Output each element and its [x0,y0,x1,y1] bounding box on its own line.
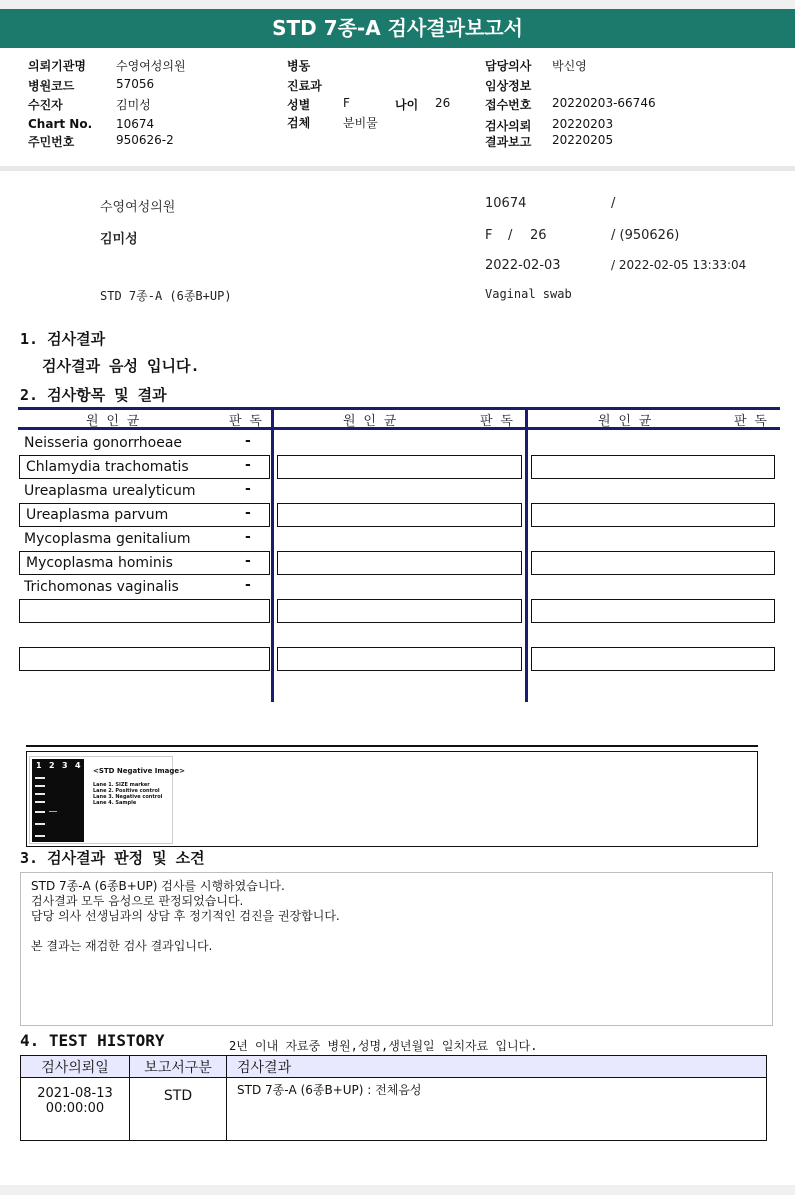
info-name: 김미성 [100,232,138,247]
gel-legend: Lane 1. SIZE marker [93,782,150,788]
sex-label: 성별 [287,98,311,112]
gel-image [29,756,186,844]
age-label: 나이 [395,98,419,112]
doctor-label: 담당의사 [485,59,532,73]
header-divider [0,166,795,171]
history-header-row [21,1056,767,1078]
hospital-code-value: 57056 [116,77,155,91]
gel-image-frame [26,751,758,847]
top-strip [0,0,795,9]
receipt-no-label: 접수번호 [485,98,532,112]
age-value: 26 [435,96,451,110]
history-col-type: 보고서구분 [130,1056,227,1078]
lane-number: 2 [49,761,55,770]
section2-title: 2. 검사항목 및 결과 [20,386,167,404]
gel-legend: Lane 2. Positive control [93,788,160,794]
col-head-result-3: 판 독 [734,414,767,429]
info-sex: F [485,228,493,243]
organism-result: - [245,577,251,593]
row-box [531,647,775,671]
hospital-code-label: 병원코드 [28,79,75,93]
history-date: 2021-08-13 [37,1086,113,1101]
organism-result: - [245,481,251,497]
gel-band [35,777,45,779]
lane-number: 1 [36,761,42,770]
col-head-organism-3: 원 인 균 [598,414,652,429]
requester-value: 수영여성의원 [116,59,186,73]
chart-no-label: Chart No. [28,117,93,131]
organism-name: Trichomonas vaginalis [24,579,179,595]
organism-name: Ureaplasma urealyticum [24,483,196,499]
organism-result: - [245,553,251,569]
gel-band [35,793,45,795]
organism-result: - [245,457,251,473]
request-date-value: 20220203 [552,117,614,131]
row-box [531,599,775,623]
gel-legend: Lane 4. Sample [93,800,137,806]
section4-title: 4. TEST HISTORY [20,1031,165,1050]
organism-name: Neisseria gonorrhoeae [24,435,183,451]
opinion-line: 담당 의사 선생님과의 상담 후 정기적인 검진을 권장합니다. [31,909,340,923]
sex-value: F [343,96,350,110]
col-head-organism-1: 원 인 균 [86,414,140,429]
lane-number: 4 [75,761,81,770]
opinion-line: STD 7종-A (6종B+UP) 검사를 시행하였습니다. [31,879,285,893]
dept-label: 진료과 [287,79,322,93]
requester-label: 의뢰기관명 [28,59,86,73]
gel-band [35,811,45,813]
gel-band [49,811,57,812]
doctor-value: 박신영 [552,59,587,73]
organism-result: - [245,529,251,545]
image-top-rule [26,745,758,747]
row-box [19,599,270,623]
gel-band [35,785,45,787]
row-box [531,503,775,527]
history-col-result: 검사결과 [227,1056,767,1078]
organism-name: Chlamydia trachomatis [26,459,189,475]
chart-no-value: 10674 [116,117,155,131]
gel-title: <STD Negative Image> [93,767,186,775]
history-result: STD 7종-A (6종B+UP) : 전체음성 [227,1078,767,1141]
specimen-value: 분비물 [343,116,378,130]
info-slash-2: / [508,228,513,243]
history-note: 2년 이내 자료중 병원,성명,생년월일 일치자료 입니다. [229,1039,538,1053]
patient-label: 수진자 [28,98,63,112]
history-type: STD [130,1078,227,1141]
info-report-datetime: / 2022-02-05 13:33:04 [611,258,747,272]
history-date-cell [21,1078,130,1141]
patient-value: 김미성 [116,98,151,112]
gel-band [35,835,45,837]
request-date-label: 검사의뢰 [485,119,532,133]
resident-no-label: 주민번호 [28,135,75,149]
report-date-value: 20220205 [552,133,614,147]
row-box [277,455,522,479]
col-head-result-1: 판 독 [229,414,262,429]
lane-number: 3 [62,761,68,770]
specimen-label: 검체 [287,116,311,130]
organism-name: Ureaplasma parvum [26,507,169,523]
opinion-box [20,872,773,1026]
organism-result: - [245,505,251,521]
info-request-date: 2022-02-03 [485,258,561,273]
report-date-label: 결과보고 [485,135,532,149]
info-specimen: Vaginal swab [485,287,572,301]
info-clinic: 수영여성의원 [100,200,176,215]
clinical-info-label: 임상정보 [485,79,532,93]
grid-divider-1 [271,407,274,702]
opinion-line: 본 결과는 재검한 검사 결과입니다. [31,939,213,953]
organism-result: - [245,433,251,449]
row-box [277,551,522,575]
opinion-line: 검사결과 모두 음성으로 판정되었습니다. [31,894,244,908]
section3-title: 3. 검사결과 판정 및 소견 [20,849,205,867]
ward-label: 병동 [287,59,311,73]
gel-legend: Lane 3. Negative control [93,794,163,800]
row-box [277,503,522,527]
gel-band [35,801,45,803]
organism-name: Mycoplasma genitalium [24,531,191,547]
history-time: 00:00:00 [45,1101,105,1116]
bottom-strip [0,1185,795,1195]
info-chart: 10674 [485,196,527,211]
row-box [277,599,522,623]
col-head-organism-2: 원 인 균 [343,414,397,429]
row-box [531,551,775,575]
info-birth: / (950626) [611,228,680,243]
info-test-name: STD 7종-A (6종B+UP) [100,289,232,303]
history-table [20,1055,767,1141]
opinion-line [31,924,762,939]
row-box [19,647,270,671]
table-row [21,1078,767,1141]
section1-summary: 검사결과 음성 입니다. [42,357,200,375]
section1-title: 1. 검사결과 [20,330,106,348]
col-head-result-2: 판 독 [480,414,513,429]
resident-no-value: 950626-2 [116,133,174,147]
info-age: 26 [530,228,547,243]
report-title: STD 7종-A 검사결과보고서 [0,9,795,48]
history-col-date: 검사의뢰일 [21,1056,130,1078]
receipt-no-value: 20220203-66746 [552,96,656,110]
row-box [531,455,775,479]
organism-name: Mycoplasma hominis [26,555,173,571]
gel-band [35,823,45,825]
row-box [277,647,522,671]
grid-divider-2 [525,407,528,702]
gel-photo [32,759,84,842]
info-slash: / [611,196,616,211]
